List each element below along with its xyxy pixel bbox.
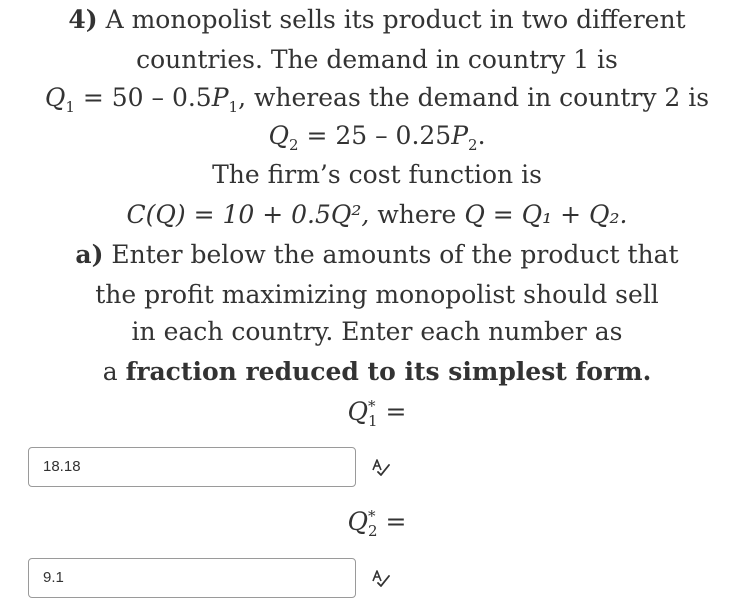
demand-1-var: P (211, 83, 229, 112)
answer-1-equals: = (385, 397, 407, 426)
demand-1-line (0, 81, 754, 115)
demand-2-lhs-sub: 2 (288, 136, 299, 154)
part-a-instruction-bold: fraction reduced to its simplest form. (125, 357, 652, 386)
part-a-text-1: Enter below the amounts of the product that (111, 240, 679, 269)
answer-2-sub: 2 (368, 521, 378, 540)
answer-2-var: Q (347, 507, 369, 536)
problem-number: 4) (68, 5, 98, 34)
part-a-text-3: in each country. Enter each number as (131, 317, 623, 346)
demand-1-var-sub: 1 (228, 98, 239, 116)
cost-where: where (377, 200, 457, 229)
answer-1-input[interactable] (28, 447, 356, 487)
demand-2-eq: = 25 – 0.25 (306, 121, 452, 150)
demand-1-lhs-sub: 1 (65, 98, 75, 116)
answer-1-sub: 1 (368, 411, 378, 430)
demand-1-eq: = 50 – 0.5 (82, 83, 212, 112)
answer-1-label (0, 395, 754, 429)
problem-text-2: countries. The demand in country 1 is (136, 45, 618, 74)
part-a-line-3 (0, 315, 754, 349)
cost-function-line (0, 198, 754, 232)
total-quantity-definition: Q = Q₁ + Q₂. (464, 200, 628, 229)
cost-function: C(Q) = 10 + 0.5Q², (126, 200, 370, 229)
problem-line-2 (0, 43, 754, 77)
part-a-text-2: the profit maximizing monopolist should sell (95, 280, 659, 309)
demand-2-var: P (451, 121, 469, 150)
demand-2-line (0, 119, 754, 153)
problem-text-3: whereas the demand in country 2 is (254, 83, 710, 112)
spellcheck-icon[interactable] (370, 456, 392, 478)
demand-1-lhs: Q (44, 83, 66, 112)
answer-1-var: Q (347, 397, 369, 426)
answer-2-input[interactable] (28, 558, 356, 598)
problem-text-1: A monopolist sells its product in two different (105, 5, 686, 34)
answer-1-value: 18.18 (43, 458, 81, 475)
demand-2-lhs: Q (268, 121, 289, 150)
problem-text-4: The firm’s cost function is (212, 160, 542, 189)
answer-2-label (0, 505, 754, 539)
answer-2-value: 9.1 (43, 569, 64, 586)
part-a-line-1 (0, 238, 754, 272)
part-a-label: a) (75, 240, 104, 269)
spellcheck-icon[interactable] (370, 567, 392, 589)
part-a-line-2 (0, 278, 754, 312)
answer-2-equals: = (385, 507, 407, 536)
part-a-text-4-prefix: a (102, 357, 118, 386)
answer-2-sup: * (368, 506, 376, 525)
demand-2-tail: . (477, 121, 486, 150)
part-a-line-4 (0, 355, 754, 389)
problem-line-cost-intro (0, 158, 754, 192)
demand-2-var-sub: 2 (468, 136, 478, 154)
demand-1-tail: , (238, 83, 247, 112)
answer-1-sup: * (368, 396, 376, 415)
problem-line-1 (0, 3, 754, 37)
